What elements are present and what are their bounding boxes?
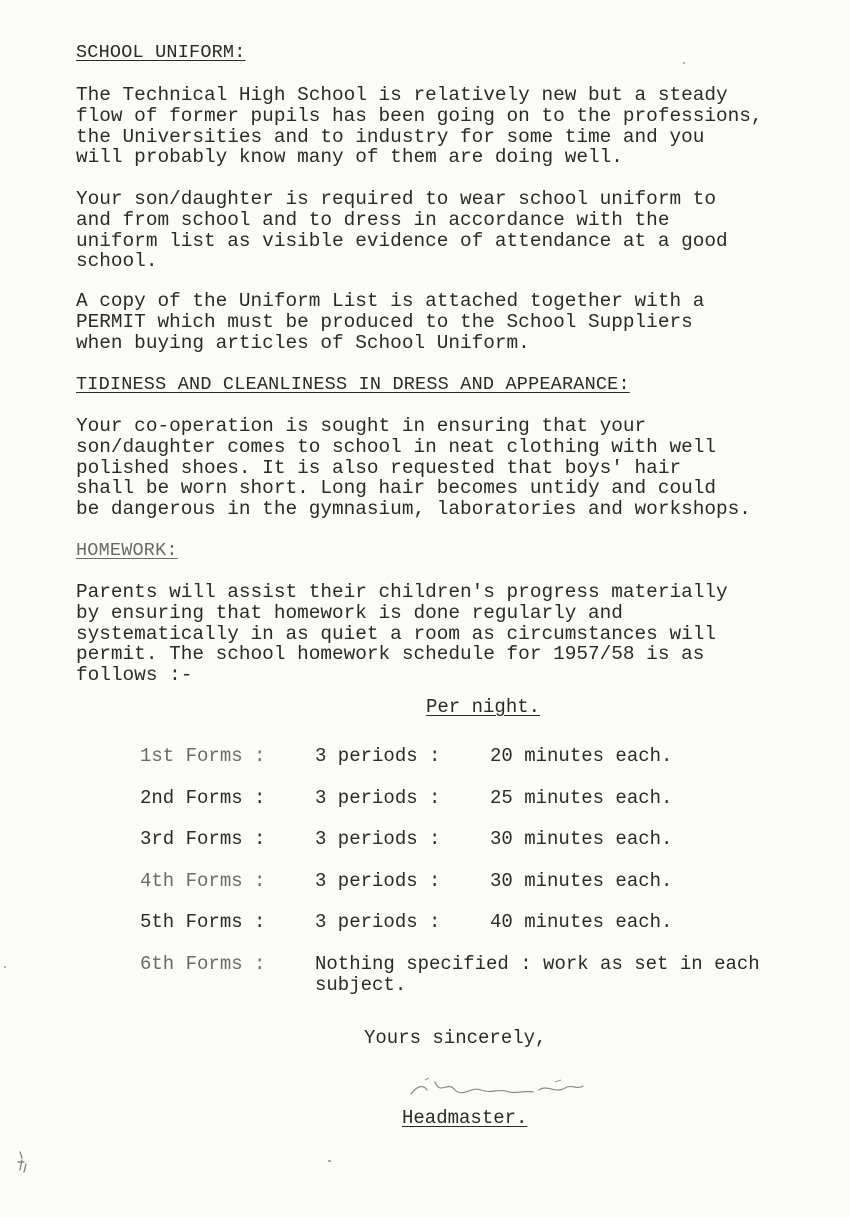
paragraph-line: PERMIT which must be produced to the School Suppliers	[76, 310, 693, 333]
uniform-heading: SCHOOL UNIFORM:	[76, 42, 246, 63]
paragraph-line: The Technical High School is relatively new but a steady	[76, 84, 728, 106]
schedule-minutes: 20 minutes each.	[490, 745, 673, 767]
scan-speck	[328, 1160, 331, 1162]
paragraph-line: Your co-operation is sought in ensuring that your	[76, 415, 647, 437]
schedule-header: Per night.	[426, 696, 541, 718]
paragraph-line: permit. The school homework schedule for 1957/58 is as	[76, 643, 705, 666]
schedule-form: 6th Forms :	[140, 953, 266, 975]
schedule-periods: 3 periods :	[315, 745, 441, 767]
schedule-periods: 3 periods :	[315, 828, 441, 850]
schedule-minutes: 40 minutes each.	[490, 911, 673, 933]
paragraph-line: Parents will assist their children's progress materially	[76, 581, 728, 603]
paragraph-tidiness	[76, 416, 816, 520]
paragraph-uniform-list	[76, 291, 816, 353]
tidiness-heading: TIDINESS AND CLEANLINESS IN DRESS AND APPEARANCE:	[76, 374, 630, 395]
schedule-periods: 3 periods :	[315, 870, 441, 892]
schedule-periods: 3 periods :	[315, 787, 441, 809]
schedule-form: 2nd Forms :	[140, 787, 266, 809]
schedule-note: Nothing specified : work as set in each subject.	[315, 953, 760, 996]
schedule-form: 3rd Forms :	[140, 828, 266, 850]
paragraph-line: when buying articles of School Uniform.	[76, 331, 530, 354]
schedule-form: 4th Forms :	[140, 870, 266, 892]
schedule-periods: 3 periods :	[315, 911, 441, 933]
paragraph-line: Your son/daughter is required to wear school uniform to	[76, 188, 716, 210]
headmaster-title: Headmaster.	[402, 1107, 528, 1129]
schedule-form: 5th Forms :	[140, 911, 266, 933]
homework-heading: HOMEWORK:	[76, 540, 178, 561]
paragraph-line: school.	[76, 250, 158, 273]
paragraph-line: uniform list as visible evidence of attendance at a good	[76, 229, 728, 252]
paragraph-line: by ensuring that homework is done regularly and	[76, 601, 623, 624]
paragraph-line: shall be worn short. Long hair becomes untidy and could	[76, 477, 716, 500]
paragraph-line: systematically in as quiet a room as circumstances will	[76, 622, 716, 645]
schedule-minutes: 25 minutes each.	[490, 787, 673, 809]
signature-scribble	[405, 1072, 595, 1106]
paragraph-line: will probably know many of them are doing well.	[76, 146, 623, 169]
paragraph-homework	[76, 582, 816, 686]
paragraph-line: A copy of the Uniform List is attached together with a	[76, 290, 705, 312]
paragraph-line: follows :-	[76, 664, 193, 687]
paragraph-line: son/daughter comes to school in neat clothing with well	[76, 435, 716, 458]
paragraph-line: polished shoes. It is also requested that boys' hair	[76, 456, 682, 479]
paragraph-intro	[76, 85, 816, 168]
paragraph-line: be dangerous in the gymnasium, laboratories and workshops.	[76, 498, 751, 521]
schedule-minutes: 30 minutes each.	[490, 870, 673, 892]
paragraph-line: and from school and to dress in accordance with the	[76, 208, 670, 231]
paragraph-line: the Universities and to industry for some time and you	[76, 125, 705, 148]
paragraph-uniform-requirement	[76, 189, 816, 272]
scan-speck	[683, 62, 685, 64]
scan-mark	[12, 1148, 34, 1174]
valediction: Yours sincerely,	[364, 1027, 547, 1049]
scan-speck	[4, 966, 6, 968]
paragraph-line: flow of former pupils has been going on to the professions,	[76, 104, 763, 127]
schedule-minutes: 30 minutes each.	[490, 828, 673, 850]
schedule-form: 1st Forms :	[140, 745, 266, 767]
